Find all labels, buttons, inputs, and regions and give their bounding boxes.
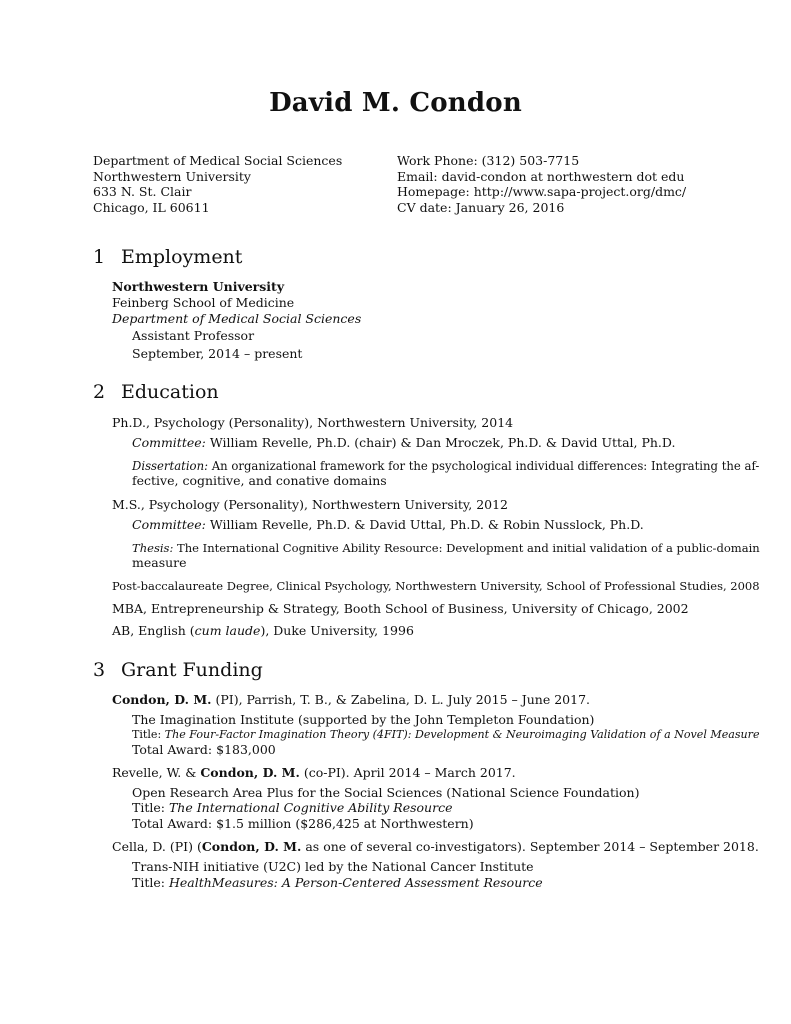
dissertation-title-line2: fective, cognitive, and conative domains: [132, 473, 387, 488]
contact-email: Email: david-condon at northwestern dot edu: [397, 168, 685, 184]
education-mba: MBA, Entrepreneurship & Strategy, Booth School of Business, University of Chicago, 2002: [112, 601, 689, 616]
contact-info: [397, 153, 686, 215]
section-title: Education: [121, 381, 219, 403]
thesis-title-line1: The International Cognitive Ability Resource: Development and initial validation of a public-domain: [177, 541, 760, 555]
grant-authors-pre: Revelle, W. &: [112, 765, 201, 780]
education-phd-dissertation: [132, 458, 759, 474]
section-heading-employment: [93, 246, 242, 268]
education-phd-committee: [132, 435, 675, 451]
section-number: 1: [93, 246, 106, 268]
contact-department: Department of Medical Social Sciences: [93, 153, 343, 168]
grant-authors-pre: Cella, D. (PI) (: [112, 839, 202, 854]
grant-authors-post: as one of several co-investigators). September 2014 – September 2018.: [301, 839, 759, 854]
education-ms-thesis: [132, 540, 760, 556]
dissertation-title-line1: An organizational framework for the psychological individual differences: Integrating the af-: [211, 459, 760, 473]
thesis-title-line2: measure: [132, 555, 187, 570]
committee-label: Committee:: [132, 435, 206, 450]
employment-dates: September, 2014 – present: [132, 346, 303, 361]
grant-2-title: [132, 800, 452, 816]
contact-city: Chicago, IL 60611: [93, 199, 210, 215]
employment-school: Feinberg School of Medicine: [112, 295, 295, 310]
section-number: 3: [93, 659, 106, 681]
education-ms: M.S., Psychology (Personality), Northwestern University, 2012: [112, 497, 509, 512]
education-ms-committee: [132, 517, 644, 533]
grant-2-award: Total Award: $1.5 million ($286,425 at Northwestern): [132, 816, 474, 831]
grant-authors-bold: Condon, D. M.: [112, 692, 212, 707]
grant-title-label: Title:: [132, 728, 165, 741]
grant-title-label: Title:: [132, 800, 169, 815]
grant-authors-post: (PI), Parrish, T. B., & Zabelina, D. L. July 2015 – June 2017.: [211, 692, 590, 707]
contact-street: 633 N. St. Clair: [93, 184, 192, 200]
contact-university: Northwestern University: [93, 168, 251, 184]
grant-3-authors: [112, 839, 759, 855]
grant-authors-bold: Condon, D. M.: [201, 839, 302, 854]
grant-3-title: [132, 875, 543, 891]
contact-homepage: Homepage: http://www.sapa-project.org/dmc/: [397, 184, 687, 200]
education-ab: [112, 623, 414, 639]
education-postbacc: Post-baccalaureate Degree, Clinical Psychology, Northwestern University, School of Professional Studies, 2008: [112, 579, 760, 593]
contact-address: [93, 153, 342, 215]
education-phd: Ph.D., Psychology (Personality), Northwestern University, 2014: [112, 415, 514, 430]
grant-1-funder: The Imagination Institute (supported by the John Templeton Foundation): [132, 712, 595, 727]
ab-honors: cum laude: [194, 623, 261, 638]
section-title: Grant Funding: [121, 659, 263, 681]
grant-authors-post: (co-PI). April 2014 – March 2017.: [299, 765, 516, 780]
committee-members: William Revelle, Ph.D. (chair) & Dan Mroczek, Ph.D. & David Uttal, Ph.D.: [209, 435, 676, 450]
committee-members: William Revelle, Ph.D. & David Uttal, Ph.D. & Robin Nusslock, Ph.D.: [209, 517, 644, 532]
section-number: 2: [93, 381, 106, 403]
grant-1-authors: [112, 692, 590, 708]
ab-prefix: AB, English (: [112, 623, 195, 638]
employment-position: Assistant Professor: [132, 328, 255, 343]
grant-3-funder: Trans-NIH initiative (U2C) led by the National Cancer Institute: [132, 859, 534, 874]
thesis-label: Thesis:: [132, 541, 174, 555]
grant-authors-bold: Condon, D. M.: [200, 765, 300, 780]
employment-org: Northwestern University: [112, 279, 285, 294]
cv-name: David M. Condon: [269, 88, 522, 118]
grant-1-title: [132, 727, 760, 743]
section-heading-education: [93, 381, 219, 403]
grant-title-label: Title:: [132, 875, 169, 890]
grant-1-award: Total Award: $183,000: [132, 742, 276, 757]
grant-2-authors: [112, 765, 516, 781]
employment-dept: Department of Medical Social Sciences: [112, 311, 362, 326]
grant-title-text: HealthMeasures: A Person-Centered Assessment Resource: [168, 875, 543, 890]
contact-phone: Work Phone: (312) 503-7715: [397, 153, 580, 168]
ab-suffix: ), Duke University, 1996: [260, 623, 414, 638]
contact-cv-date: CV date: January 26, 2016: [397, 199, 565, 215]
grant-title-text: The International Cognitive Ability Resource: [168, 800, 453, 815]
committee-label: Committee:: [132, 517, 206, 532]
grant-2-funder: Open Research Area Plus for the Social Sciences (National Science Foundation): [132, 785, 640, 800]
dissertation-label: Dissertation:: [132, 459, 209, 473]
section-title: Employment: [121, 246, 243, 268]
grant-title-text: The Four-Factor Imagination Theory (4FIT): Development & Neuroimaging Validation of a Novel Measure: [164, 728, 760, 741]
section-heading-grants: [93, 659, 263, 681]
